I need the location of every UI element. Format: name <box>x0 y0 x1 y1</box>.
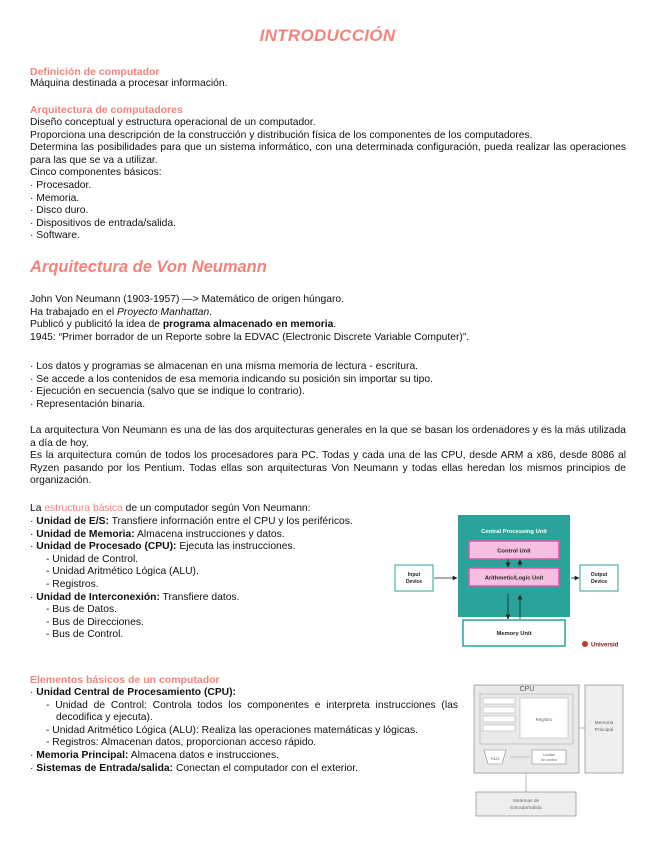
register-slot <box>483 725 515 731</box>
definicion-text: Máquina destinada a procesar información. <box>30 78 228 89</box>
arquitectura-body <box>30 117 626 243</box>
unit-item: · Unidad de Interconexión: Transfiere datos. <box>30 591 240 603</box>
component-item: · Memoria. <box>30 192 80 204</box>
von-neumann-intro <box>30 294 626 344</box>
sub-item: - Unidad de Control: Controla todos los componentes e interpreta instrucciones (las decodifica y ejecuta). <box>46 699 459 724</box>
unit-item: · Unidad de E/S: Transfiere información entre el CPU y los periféricos. <box>30 516 353 527</box>
input-label: Device <box>405 579 423 585</box>
arquitectura-line: Determina las posibilidades para que un sistema informático, con una determinada configuración, pueda realizar las operaciones para las que se va a utilizar. <box>30 142 626 166</box>
register-slot <box>483 698 515 704</box>
unit-item: · Unidad de Procesado (CPU): Ejecuta las instrucciones. <box>30 541 296 553</box>
von-neumann-paragraphs <box>30 425 626 488</box>
brand-logo-icon <box>582 641 588 647</box>
intro-line: Publicó y publicitó la idea de programa almacenado en memoria. <box>30 319 337 331</box>
elem-item: · Memoria Principal: Almacena datos e instrucciones. <box>30 749 279 761</box>
units-list <box>30 516 376 642</box>
intro-line: Ha trabajado en el Proyecto Manhattan. <box>30 306 213 318</box>
definicion-heading: Definición de computador <box>30 66 160 78</box>
arquitectura-line: Cinco componentes básicos: <box>30 167 162 179</box>
io-label: Entrada/Salida <box>510 806 542 811</box>
feature-item: · Ejecución en secuencia (salvo que se indique lo contrario). <box>30 386 305 398</box>
control2-label: de control <box>541 758 557 762</box>
memoria-label: Principal <box>594 728 614 733</box>
memory-label: Memory Unit <box>496 631 532 637</box>
von-neumann-features <box>30 361 626 411</box>
cpu-diagram <box>470 680 628 820</box>
sub-item: - Unidad de Control. <box>46 553 139 565</box>
feature-item: · Se accede a los contenidos de esa memoria indicando su posición sin importar su tipo. <box>30 373 433 385</box>
output-box <box>580 565 618 591</box>
feature-item: · Representación binaria. <box>30 398 146 410</box>
register-label: Registro <box>535 717 553 722</box>
sub-item: - Unidad Aritmético Lógica (ALU): Realiza las operaciones matemáticas y lógicas. <box>46 724 419 736</box>
feature-item: · Los datos y programas se almacenan en una misma memoria de lectura - escritura. <box>30 361 419 372</box>
alu2-label: ALU <box>490 756 500 761</box>
sub-item: - Bus de Control. <box>46 629 124 641</box>
elementos-list <box>30 687 458 775</box>
control2-label: Unidad <box>543 753 555 757</box>
unit-item: · Unidad de Memoria: Almacena instrucciones y datos. <box>30 528 285 540</box>
alu-label: Arithmetic/Logic Unit <box>484 575 544 582</box>
memoria-label: Memoria <box>594 721 614 726</box>
cpu-label: Central Processing Unit <box>481 529 547 535</box>
paragraph: Es la arquitectura común de todos los procesadores para PC. Todas y cada una de las CPU, desde ARM a x86, desde 8086 al Ryzen pasando por los Pentium. Todas ellas son arquitecturas Von Neumann y todas ellas heredan los mismos principios de organización. <box>30 450 626 487</box>
elementos-heading: Elementos básicos de un computador <box>30 674 220 686</box>
intro-line: 1945: “Primer borrador de un Reporte sobre la EDVAC (Electronic Discrete Variable Computer)”. <box>30 331 470 343</box>
paragraph: La arquitectura Von Neumann es una de las dos arquitecturas generales en la que se basan los ordenadores y es la más utilizada a día de hoy. <box>30 425 626 449</box>
von-neumann-diagram <box>392 512 628 654</box>
sub-item: - Bus de Datos. <box>46 604 117 616</box>
estructura-link[interactable]: estructura básica <box>44 503 123 514</box>
page-title: INTRODUCCIÓN <box>259 26 396 45</box>
elem-item: · Sistemas de Entrada/salida: Conectan el computador con el exterior. <box>30 762 358 774</box>
input-label: Input <box>407 572 421 578</box>
io-box <box>476 792 576 816</box>
control-unit-label: Control Unit <box>497 548 531 555</box>
component-item: · Procesador. <box>30 179 92 191</box>
brand-label: Universid <box>591 642 619 649</box>
output-label: Device <box>590 579 608 585</box>
component-item: · Software. <box>30 230 80 242</box>
arquitectura-line: Proporciona una descripción de la construcción y distribución física de los componentes de los computadores. <box>30 129 533 141</box>
input-box <box>395 565 433 591</box>
arquitectura-heading: Arquitectura de computadores <box>30 104 183 116</box>
component-item: · Dispositivos de entrada/salida. <box>30 217 176 229</box>
estructura-intro: La estructura básica de un computador según Von Neumann: <box>30 503 311 514</box>
sub-item: - Unidad Aritmético Lógica (ALU). <box>46 566 199 578</box>
elem-item: · Unidad Central de Procesamiento (CPU): <box>30 687 236 698</box>
arquitectura-line: Diseño conceptual y estructura operacional de un computador. <box>30 117 316 128</box>
component-item: · Disco duro. <box>30 205 89 217</box>
intro-line: John Von Neumann (1903-1957) —> Matemático de origen húngaro. <box>30 294 344 305</box>
register-slot <box>483 707 515 713</box>
sub-item: - Registros. <box>46 578 99 590</box>
register-slot <box>483 716 515 722</box>
von-neumann-heading: Arquitectura de Von Neumann <box>30 258 267 276</box>
sub-item: - Bus de Direcciones. <box>46 616 144 628</box>
output-label: Output <box>590 572 608 578</box>
sub-item: - Registros: Almacenan datos, proporcionan acceso rápido. <box>46 737 317 749</box>
io-label: Sistemas de <box>512 799 540 804</box>
cpu2-label: CPU <box>519 686 535 693</box>
